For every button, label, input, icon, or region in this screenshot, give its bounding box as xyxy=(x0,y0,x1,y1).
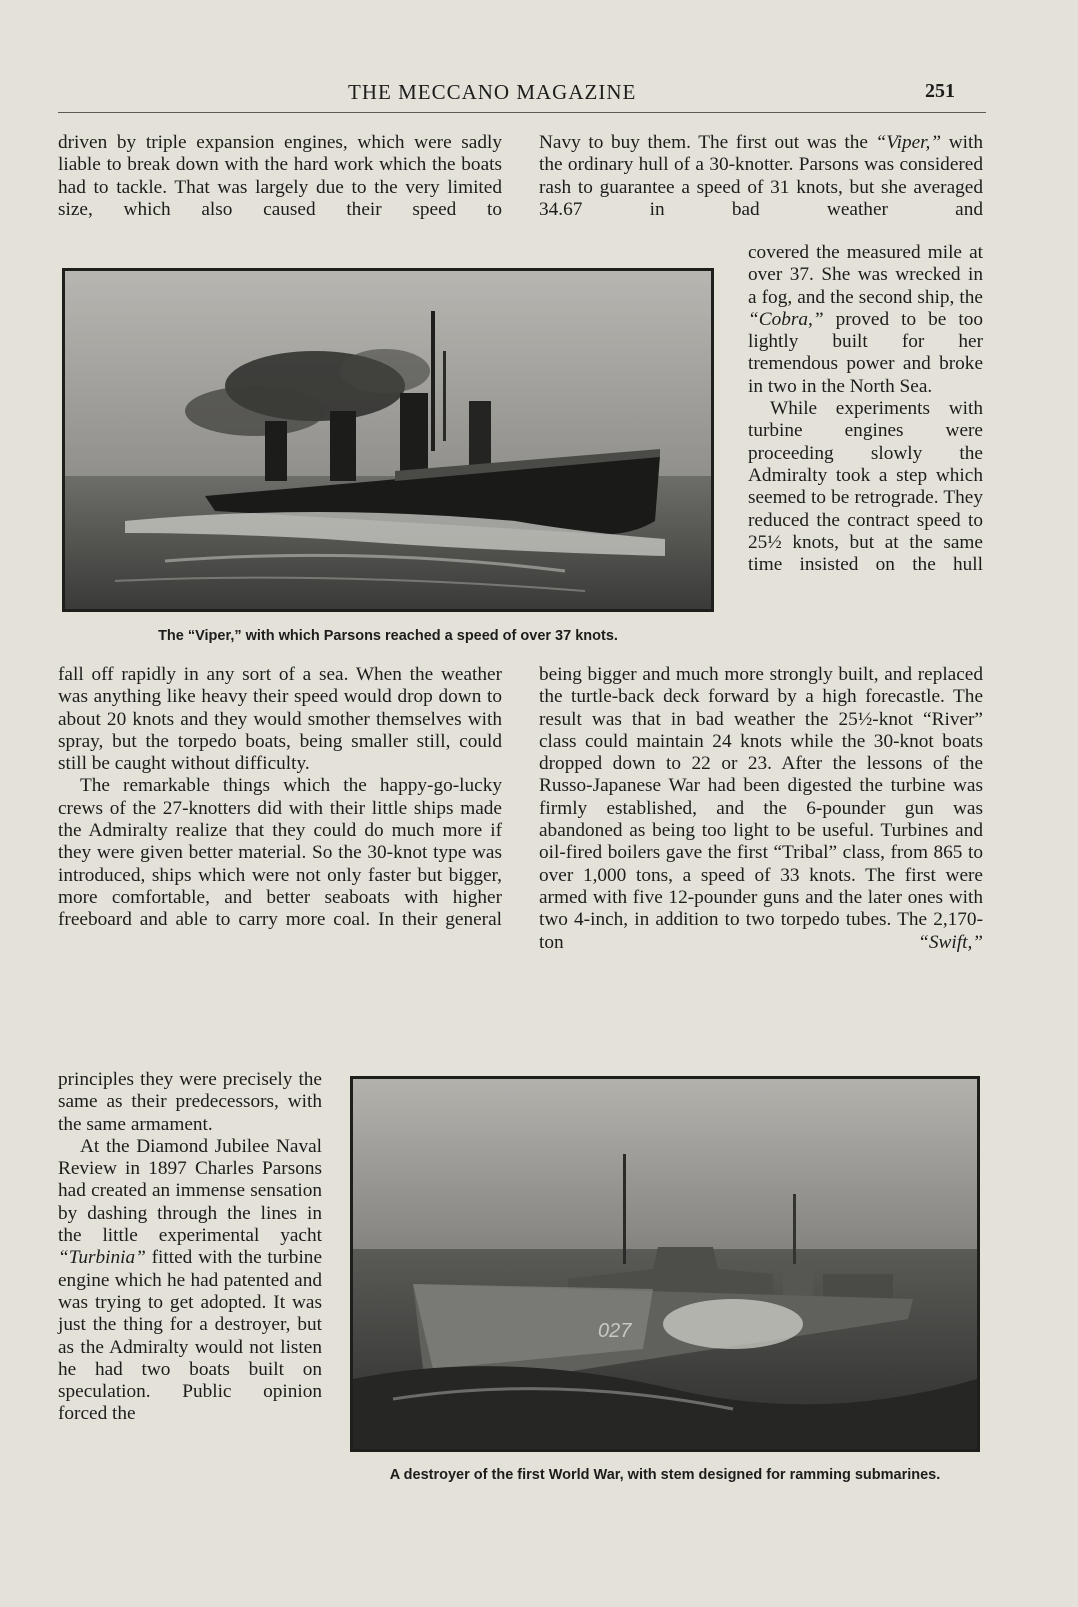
paragraph: fall off rapidly in any sort of a sea. When the weather was anything like heavy their speed would drop down to about 20 knots and they would smother themselves with spray, but the torpedo boats, being smaller still, could still be caught without difficulty. xyxy=(58,664,502,775)
paragraph: While experiments with turbine engines were proceeding slowly the Admiralty took a step which seemed to be retrograde. They reduced the contract speed to 25½ knots, but at the same time insisted on the hull xyxy=(748,398,983,576)
running-header-title: THE MECCANO MAGAZINE xyxy=(348,80,637,104)
text-column-top-left xyxy=(58,132,502,221)
paragraph: driven by triple expansion engines, which were sadly liable to break down with the hard work which the boats had to tackle. That was largely due to the very limited size, which also caused their speed to xyxy=(58,132,502,220)
text-column-bottom-left xyxy=(58,664,502,932)
text-column-top-right xyxy=(539,132,983,221)
text-run: covered the measured mile at over 37. She was wrecked in a fog, and the second ship, the xyxy=(748,242,983,308)
hull-number: 027 xyxy=(598,1320,632,1342)
ship-name-viper: “Viper,” xyxy=(875,132,942,153)
text-column-bottom-right xyxy=(539,664,983,954)
text-column-beside-figure-2 xyxy=(58,1069,322,1426)
viper-photograph xyxy=(62,268,714,612)
paragraph xyxy=(539,664,983,954)
ship-name-swift: “Swift,” xyxy=(918,931,983,953)
text-run: fitted with the turbine engine which he had patented and was trying to get adopted. It was just the thing for a destroyer, but as the Admiralty would not listen he had two boats built on speculation. Public opinion forced the xyxy=(58,1247,322,1425)
paragraph: principles they were precisely the same as their predecessors, with the same armament. xyxy=(58,1069,322,1135)
figure-caption: A destroyer of the first World War, with stem designed for ramming submarines. xyxy=(389,1467,941,1483)
destroyer-photograph xyxy=(350,1076,980,1452)
paragraph xyxy=(58,1136,322,1426)
text-run: proved to be too lightly built for her tremendous power and broke in two in the North Sea. xyxy=(748,308,983,397)
text-run: with the ordinary hull of a 30-knotter. Parsons was considered rash to guarantee a speed of 31 knots, but she averaged 34.67 in bad weather and xyxy=(539,132,983,220)
paragraph xyxy=(748,242,983,398)
text-run: Navy to buy them. The first out was the xyxy=(539,132,876,153)
ship-name-turbinia: “Turbinia” xyxy=(58,1247,146,1269)
header-rule xyxy=(58,112,986,113)
paragraph xyxy=(539,132,983,221)
text-run: being bigger and much more strongly built, and replaced the turtle-back deck forward by a high forecastle. The result was that in bad weather the 25½-knot “River” class could maintain 24 knots while the 30-knot boats dropped down to 22 or 23. After the lessons of the Russo-Japanese War had been digested the turbine was firmly established, and the 6-pounder gun was abandoned as being too light to be useful. Turbines and oil-fired boilers gave the first “Tribal” class, from 865 to over 1,000 tons, a speed of 33 knots. The first were armed with five 12-pounder guns and the later ones with two 4-inch, in addition to two torpedo tubes. The 2,170-ton xyxy=(539,664,983,953)
figure-caption: The “Viper,” with which Parsons reached a speed of over 37 knots. xyxy=(158,628,618,644)
paragraph: The remarkable things which the happy-go-lucky crews of the 27-knotters did with their little ships made the Admiralty realize that they could do much more if they were given better material. So the 30-knot type was introduced, ships which were not only faster but bigger, more comfortable, and better seaboats with higher freeboard and able to carry more coal. In their general xyxy=(58,775,502,931)
ship-name-cobra: “Cobra,” xyxy=(748,308,824,330)
text-column-beside-figure xyxy=(748,242,983,576)
text-run: At the Diamond Jubilee Naval Review in 1897 Charles Parsons had created an immense sensation by dashing through the lines in the little experimental yacht xyxy=(58,1135,322,1247)
page-number: 251 xyxy=(925,80,955,102)
